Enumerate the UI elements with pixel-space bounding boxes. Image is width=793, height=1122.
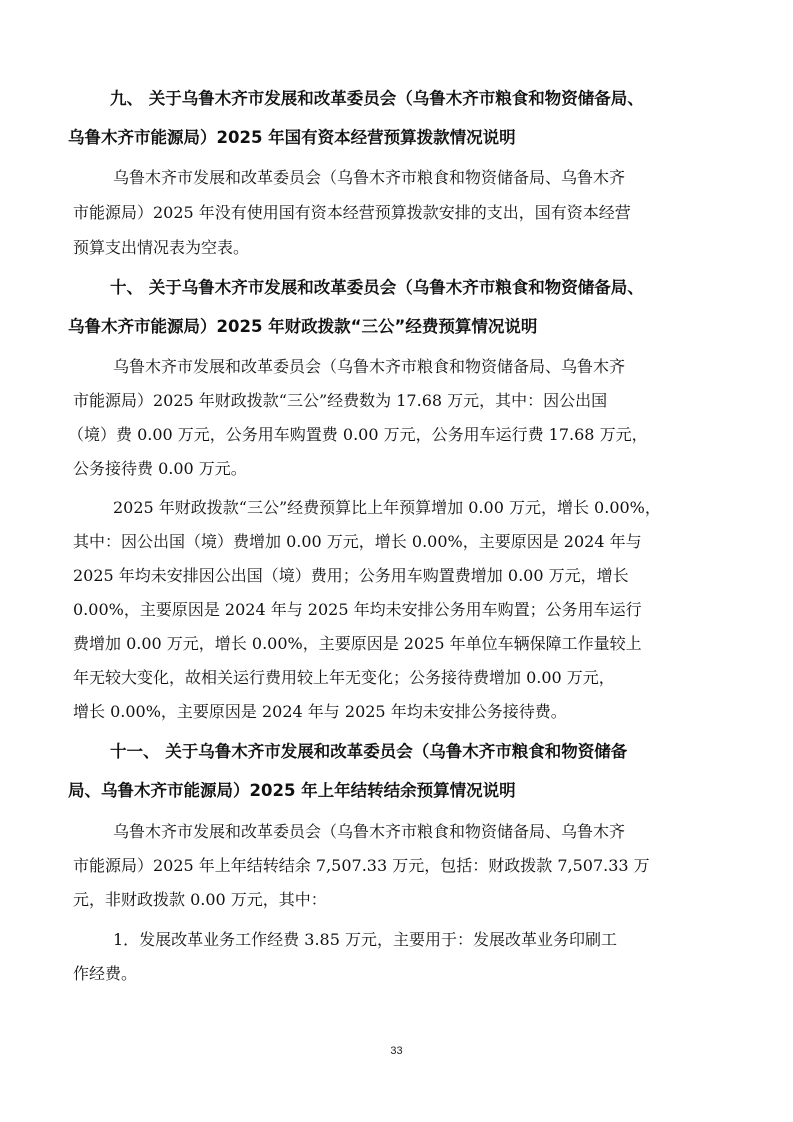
section-11-paragraph-2-line: 作经费。	[73, 964, 138, 983]
section-9-paragraph-line: 预算支出情况表为空表。	[73, 238, 250, 257]
section-11-paragraph-1-line: 市能源局）2025 年上年结转结余 7,507.33 万元，包括：财政拨款 7,507.33 万	[73, 856, 650, 875]
page-number: 33	[390, 1045, 403, 1057]
section-9-heading-line-1: 九、 关于乌鲁木齐市发展和改革委员会（乌鲁木齐市粮食和物资储备局、	[110, 89, 644, 108]
section-10-paragraph-2-line: 增长 0.00%，主要原因是 2024 年与 2025 年均未安排公务接待费。	[73, 702, 567, 721]
section-10-paragraph-2-line: 其中：因公出国（境）费增加 0.00 万元，增长 0.00%，主要原因是 2024 年与	[73, 532, 642, 551]
section-10-paragraph-1-line: （境）费 0.00 万元，公务用车购置费 0.00 万元，公务用车运行费 17.68 万元，	[68, 425, 648, 444]
section-10-heading-line-2: 乌鲁木齐市能源局）2025 年财政拨款“三公”经费预算情况说明	[68, 317, 538, 336]
section-11-paragraph-2-line: 1．发展改革业务工作经费 3.85 万元，主要用于：发展改革业务印刷工	[113, 930, 617, 949]
section-9-paragraph-line: 乌鲁木齐市发展和改革委员会（乌鲁木齐市粮食和物资储备局、乌鲁木齐	[113, 168, 626, 187]
section-10-paragraph-1-line: 公务接待费 0.00 万元。	[73, 459, 247, 478]
section-10-paragraph-2-line: 年无较大变化，故相关运行费用较上年无变化；公务接待费增加 0.00 万元，	[73, 668, 615, 687]
section-9-heading-line-2: 乌鲁木齐市能源局）2025 年国有资本经营预算拨款情况说明	[68, 128, 516, 147]
section-10-paragraph-2-line: 0.00%，主要原因是 2024 年与 2025 年均未安排公务用车购置；公务用车运行	[73, 600, 642, 619]
section-11-heading-line-2: 局、乌鲁木齐市能源局）2025 年上年结转结余预算情况说明	[68, 781, 516, 800]
section-10-paragraph-1-line: 市能源局）2025 年财政拨款“三公”经费数为 17.68 万元，其中：因公出国	[73, 391, 608, 410]
section-10-paragraph-1-line: 乌鲁木齐市发展和改革委员会（乌鲁木齐市粮食和物资储备局、乌鲁木齐	[113, 357, 626, 376]
section-11-paragraph-1-line: 乌鲁木齐市发展和改革委员会（乌鲁木齐市粮食和物资储备局、乌鲁木齐	[113, 822, 626, 841]
section-11-heading-line-1: 十一、 关于乌鲁木齐市发展和改革委员会（乌鲁木齐市粮食和物资储备	[110, 742, 628, 761]
section-10-paragraph-2-line: 费增加 0.00 万元，增长 0.00%，主要原因是 2025 年单位车辆保障工作量较上	[73, 634, 642, 653]
section-9-paragraph-line: 市能源局）2025 年没有使用国有资本经营预算拨款安排的支出，国有资本经营	[73, 203, 631, 222]
section-10-heading-line-1: 十、 关于乌鲁木齐市发展和改革委员会（乌鲁木齐市粮食和物资储备局、	[110, 278, 644, 297]
section-10-paragraph-2-line: 2025 年财政拨款“三公”经费预算比上年预算增加 0.00 万元，增长 0.00%，	[113, 498, 661, 517]
section-11-paragraph-1-line: 元，非财政拨款 0.00 万元，其中：	[73, 890, 327, 909]
section-10-paragraph-2-line: 2025 年均未安排因公出国（境）费用；公务用车购置费增加 0.00 万元，增长	[73, 566, 629, 585]
